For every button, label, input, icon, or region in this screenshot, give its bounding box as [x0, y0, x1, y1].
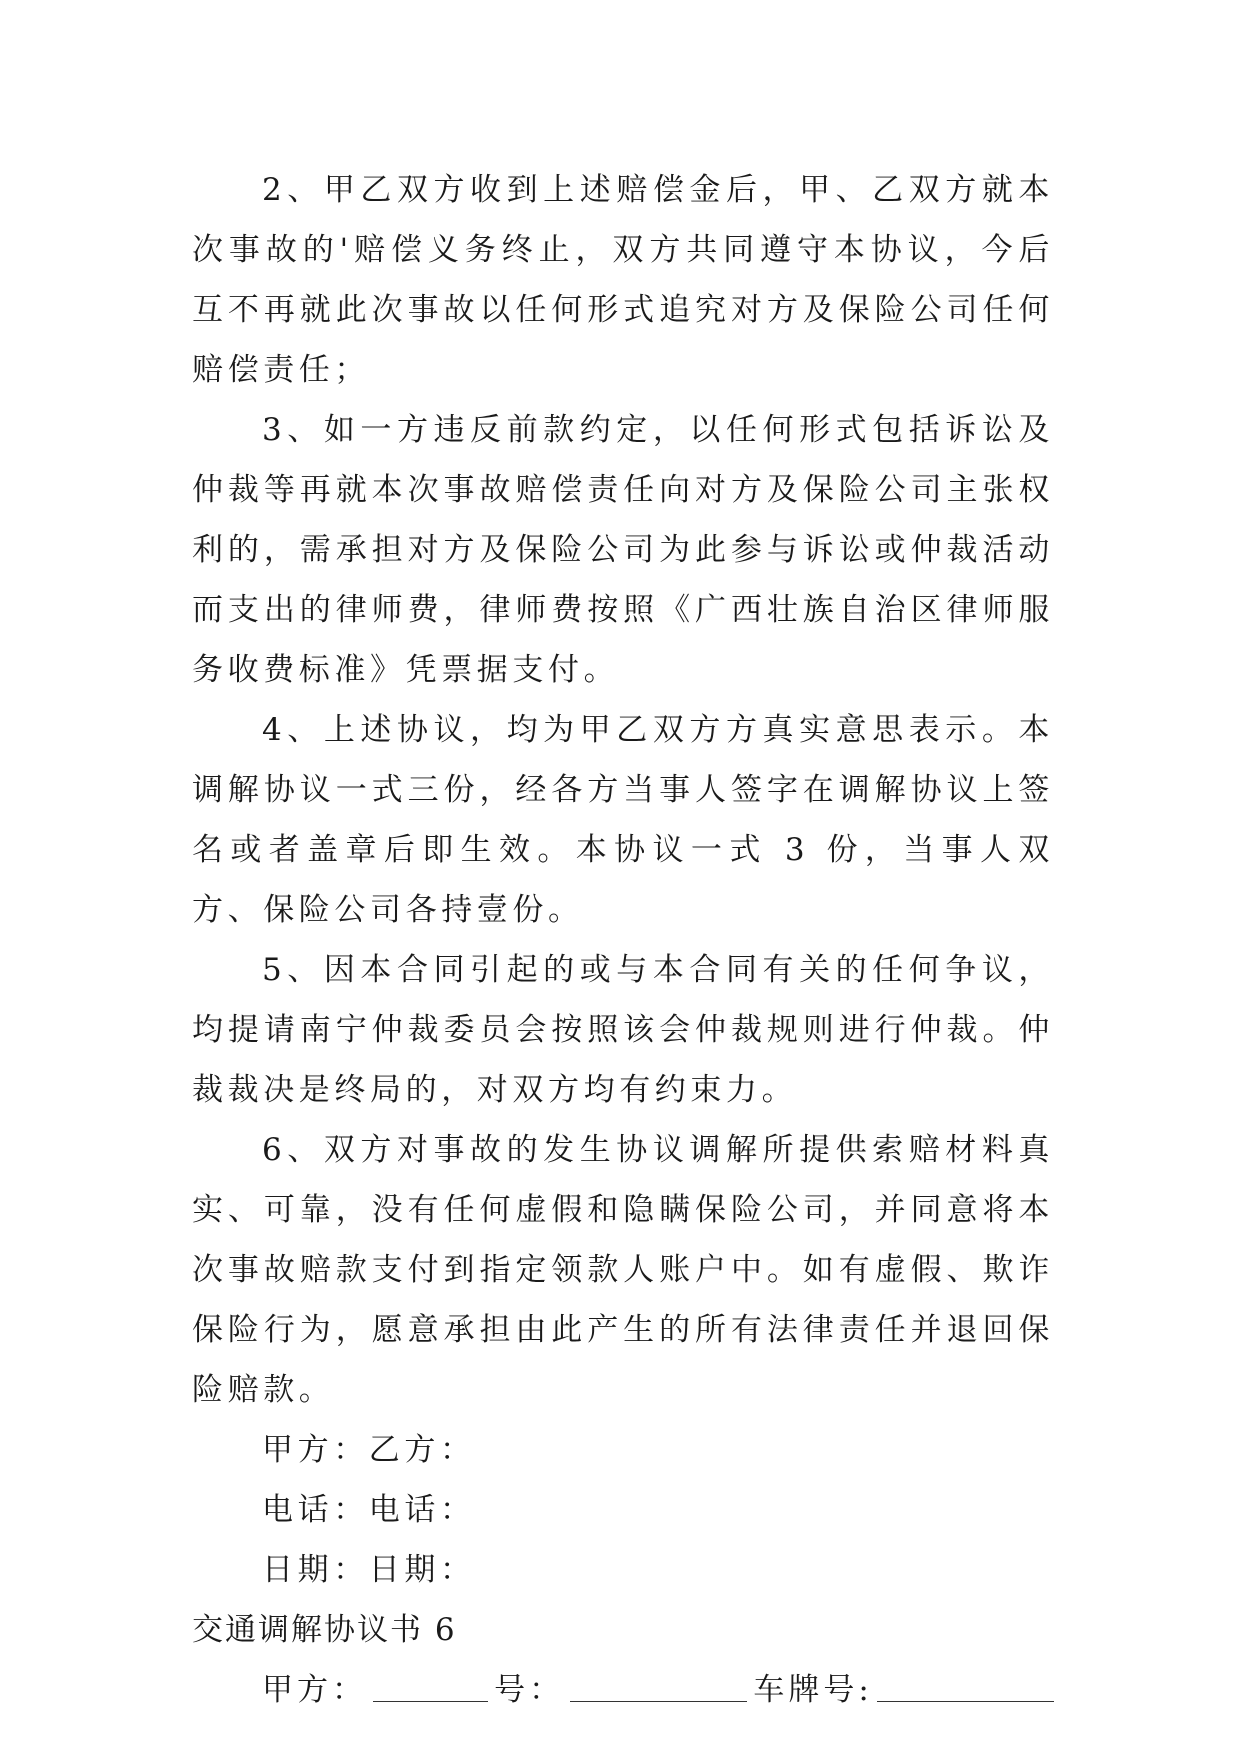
number-label: 号： [494, 1672, 565, 1708]
clause-6: 6、双方对事故的发生协议调解所提供索赔材料真实、可靠，没有任何虚假和隐瞒保险公司，并同意将本次事故赔款支付到指定领款人账户中。如有虚假、欺诈保险行为，愿意承担由此产生的所有法律责任并退回保险赔款。 [192, 1132, 1054, 1408]
party-label: 甲方： [262, 1672, 367, 1708]
signature-party-line: 甲方：乙方： [262, 1432, 476, 1468]
document-body [192, 160, 1054, 1720]
clause-2: 2、甲乙双方收到上述赔偿金后，甲、乙双方就本次事故的'赔偿义务终止，双方共同遵守本协议，今后互不再就此次事故以任何形式追究对方及保险公司任何赔偿责任； [192, 172, 1054, 388]
next-agreement-title: 交通调解协议书 6 [192, 1612, 457, 1648]
party-info-row [192, 1660, 1054, 1720]
clause-4: 4、上述协议，均为甲乙双方方真实意思表示。本调解协议一式三份，经各方当事人签字在调解协议上签名或者盖章后即生效。本协议一式 3 份，当事人双方、保险公司各持壹份。 [192, 712, 1054, 928]
clause-3: 3、如一方违反前款约定，以任何形式包括诉讼及仲裁等再就本次事故赔偿责任向对方及保险公司主张权利的，需承担对方及保险公司为此参与诉讼或仲裁活动而支出的律师费，律师费按照《广西壮族自治区律师服务收费标准》凭票据支付。 [192, 412, 1054, 688]
clause-5: 5、因本合同引起的或与本合同有关的任何争议，均提请南宁仲裁委员会按照该会仲裁规则进行仲裁。仲裁裁决是终局的，对双方均有约束力。 [192, 952, 1054, 1108]
party-name-blank [373, 1669, 488, 1702]
signature-phone-line: 电话：电话： [262, 1492, 476, 1528]
number-blank [570, 1669, 747, 1702]
plate-blank [877, 1669, 1054, 1702]
signature-date-line: 日期：日期： [262, 1552, 476, 1588]
plate-label: 车牌号: [753, 1672, 873, 1708]
